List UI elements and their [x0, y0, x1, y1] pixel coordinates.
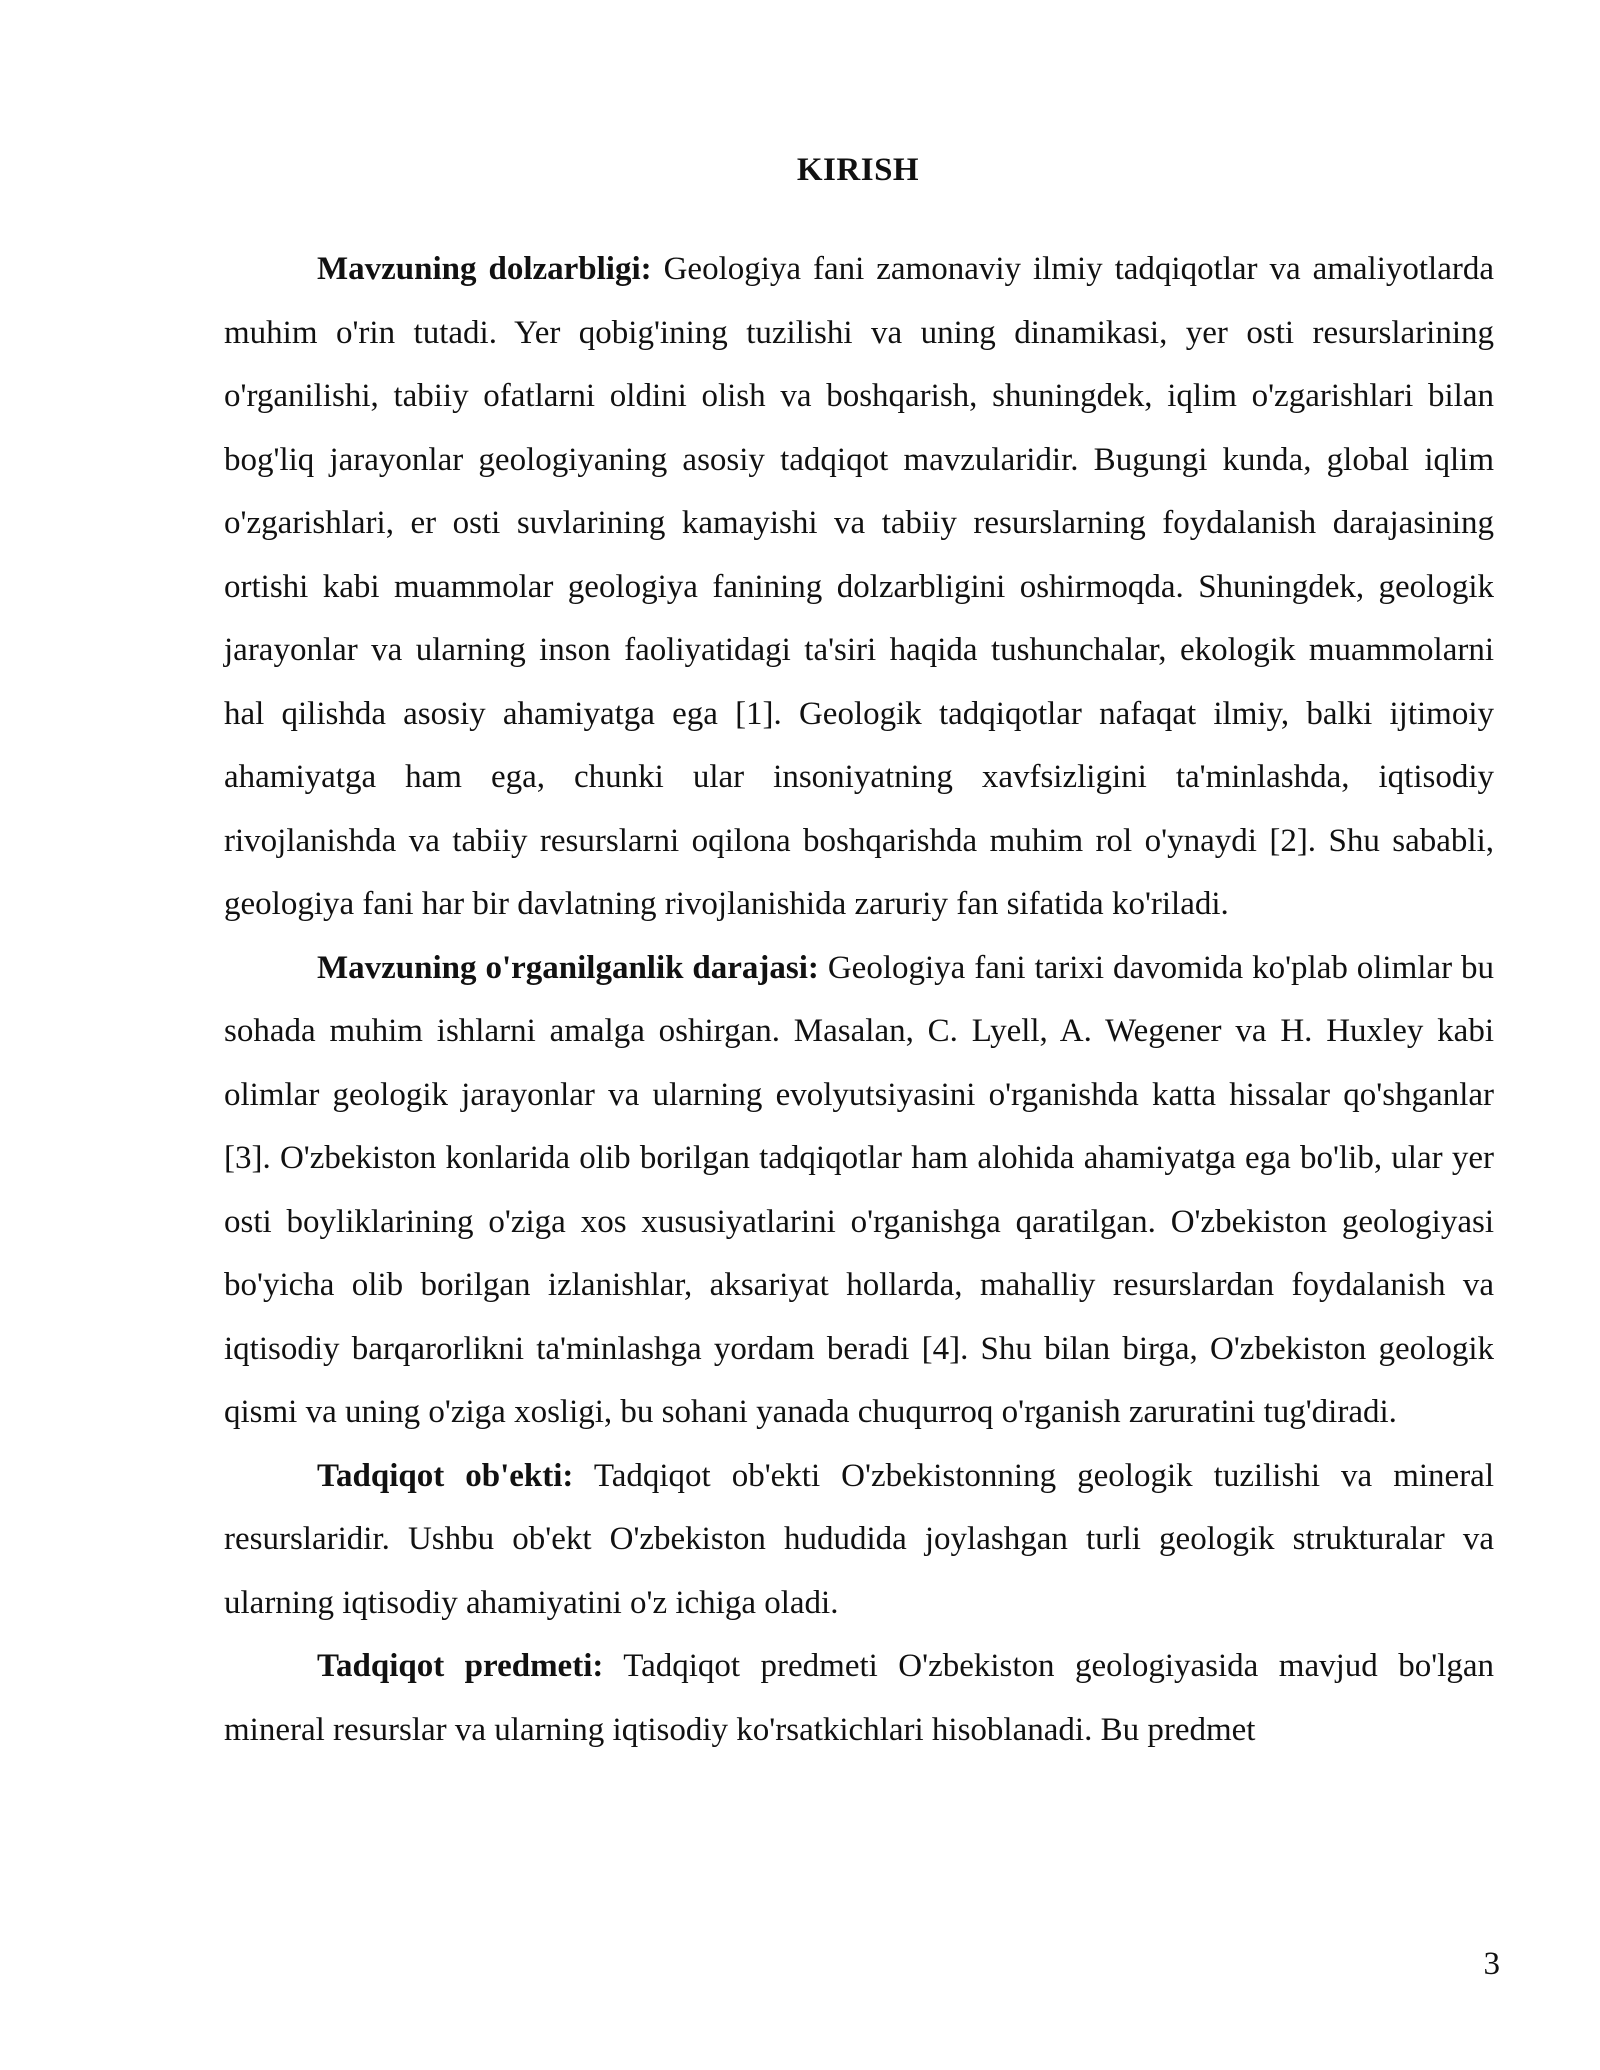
- body-text: [224, 238, 1494, 1762]
- paragraph-text: Geologiya fani tarixi davomida ko'plab olimlar bu sohada muhim ishlarni amalga oshirgan. Masalan, C. Lyell, A. Wegener va H. Huxley kabi olimlar geologik jarayonlar va ularning evolyutsiyasini o'rganishda katta hissalar qo'shganlar [3]. O'zbekiston konlarida olib borilgan tadqiqotlar ham alohida ahamiyatga ega bo'lib, ular yer osti boyliklarining o'ziga xos xususiyatlarini o'rganishga qaratilgan. O'zbekiston geologiyasi bo'yicha olib borilgan izlanishlar, aksariyat hollarda, mahalliy resurslardan foydalanish va iqtisodiy barqarorlikni ta'minlashga yordam beradi [4]. Shu bilan birga, O'zbekiston geologik qismi va uning o'ziga xosligi, bu sohani yanada chuqurroq o'rganish zaruratini tug'diradi.: [224, 949, 1494, 1430]
- paragraph-text: Tadqiqot predmeti O'zbekiston geologiyasida mavjud bo'lgan mineral resurslar va ularning iqtisodiy ko'rsatkichlari hisoblanadi. Bu predmet: [224, 1648, 1494, 1748]
- page-number: 3: [1483, 1946, 1500, 1982]
- paragraph-study-level: [224, 937, 1494, 1445]
- paragraph-research-subject: [224, 1635, 1494, 1762]
- paragraph-research-object: [224, 1445, 1494, 1636]
- paragraph-text: Tadqiqot ob'ekti O'zbekistonning geologik tuzilishi va mineral resurslaridir. Ushbu ob'ekt O'zbekiston hududida joylashgan turli geologik strukturalar va ularning iqtisodiy ahamiyatini o'z ichiga oladi.: [224, 1457, 1494, 1621]
- paragraph-lead: Tadqiqot ob'ekti:: [317, 1457, 574, 1494]
- paragraph-lead: Tadqiqot predmeti:: [317, 1648, 604, 1684]
- paragraph-lead: Mavzuning dolzarbligi:: [317, 251, 652, 287]
- paragraph-text: Geologiya fani zamonaviy ilmiy tadqiqotlar va amaliyotlarda muhim o'rin tutadi. Yer qobig'ining tuzilishi va uning dinamikasi, yer osti resurslarining o'rganilishi, tabiiy ofatlarni oldini olish va boshqarish, shuningdek, iqlim o'zgarishlari bilan bog'liq jarayonlar geologiyaning asosiy tadqiqot mavzularidir. Bugungi kunda, global iqlim o'zgarishlari, er osti suvlarining kamayishi va tabiiy resurslarning foydalanish darajasining ortishi kabi muammolar geologiya fanining dolzarbligini oshirmoqda. Shuningdek, geologik jarayonlar va ularning inson faoliyatidagi ta'siri haqida tushunchalar, ekologik muammolarni hal qilishda asosiy ahamiyatga ega [1]. Geologik tadqiqotlar nafaqat ilmiy, balki ijtimoiy ahamiyatga ham ega, chunki ular insoniyatning xavfsizligini ta'minlashda, iqtisodiy rivojlanishda va tabiiy resurslarni oqilona boshqarishda muhim rol o'ynaydi [2]. Shu sababli, geologiya fani har bir davlatning rivojlanishida zaruriy fan sifatida ko'riladi.: [224, 251, 1494, 922]
- paragraph-lead: Mavzuning o'rganilganlik darajasi:: [317, 949, 819, 986]
- paragraph-relevance: [224, 238, 1494, 937]
- section-heading: KIRISH: [796, 152, 920, 188]
